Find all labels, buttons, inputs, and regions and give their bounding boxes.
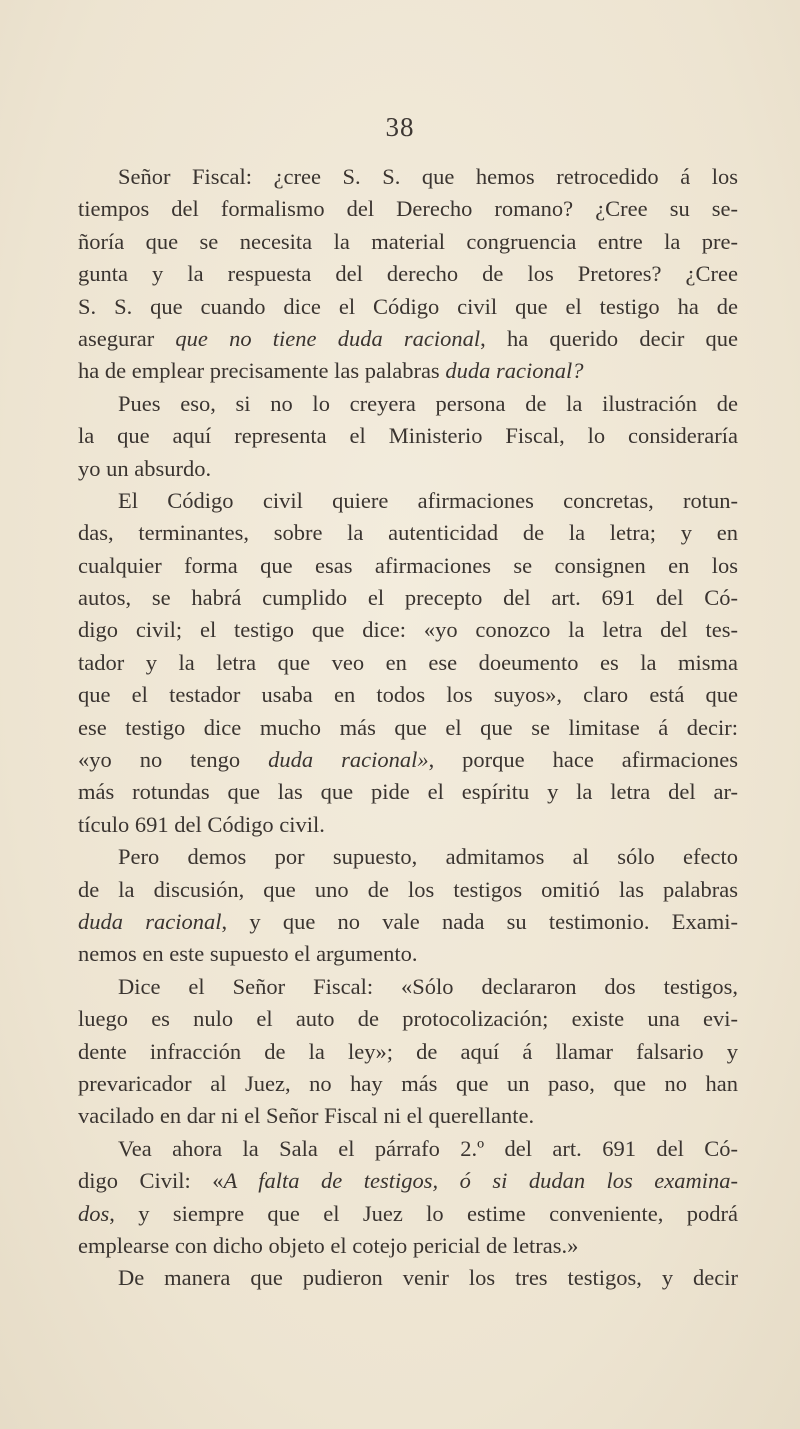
text-line	[78, 453, 738, 485]
text-line	[78, 550, 738, 582]
text-line	[78, 226, 738, 258]
text-run: «yo no tengo	[78, 747, 269, 773]
text-run: prevaricador al Juez, no hay más que un paso, que no han	[78, 1070, 738, 1096]
body-text	[78, 161, 738, 1295]
text-line	[78, 355, 738, 387]
text-run: Vea ahora la Sala el párrafo 2.º del art. 691 del Có-	[118, 1135, 738, 1161]
text-line	[78, 679, 738, 711]
text-run: De manera que pudieron venir los tres testigos, y decir	[118, 1265, 738, 1291]
italic-text: duda racional»	[268, 747, 429, 773]
text-line	[78, 1198, 738, 1230]
text-run: , porque hace afirmaciones	[428, 747, 738, 773]
text-run: nemos en este supuesto el argumento.	[78, 941, 418, 967]
text-run: ha de emplear precisamente las palabras	[78, 358, 446, 384]
text-run: la que aquí representa el Ministerio Fiscal, lo consideraría	[78, 423, 738, 449]
text-run: cualquier forma que esas afirmaciones se consignen en los	[78, 552, 738, 578]
text-line	[78, 517, 738, 549]
text-line	[78, 1003, 738, 1035]
italic-text: que no tiene duda racional	[175, 325, 481, 351]
text-line	[78, 485, 738, 517]
text-run: digo Civil: «	[78, 1168, 224, 1194]
italic-text: duda racional	[78, 908, 222, 934]
italic-text: dos	[78, 1200, 110, 1226]
text-run: ñoría que se necesita la material congruencia entre la pre-	[78, 228, 738, 254]
text-line	[78, 1262, 738, 1294]
text-line	[78, 582, 738, 614]
text-line	[78, 841, 738, 873]
text-run: Dice el Señor Fiscal: «Sólo declararon dos testigos,	[118, 973, 738, 999]
text-line	[78, 291, 738, 323]
text-line	[78, 1230, 738, 1262]
text-run: tador y la letra que veo en ese doeumento es la misma	[78, 649, 738, 675]
text-run: más rotundas que las que pide el espíritu y la letra del ar-	[78, 779, 738, 805]
text-run: vacilado en dar ni el Señor Fiscal ni el querellante.	[78, 1103, 535, 1129]
text-run: gunta y la respuesta del derecho de los Pretores? ¿Cree	[78, 261, 738, 287]
italic-text: duda racional?	[445, 358, 584, 384]
text-run: S. S. que cuando dice el Código civil que el testigo ha de	[78, 293, 738, 319]
text-line	[78, 1133, 738, 1165]
text-run: Pues eso, si no lo creyera persona de la ilustración de	[118, 390, 738, 416]
text-line	[78, 776, 738, 808]
text-run: autos, se habrá cumplido el precepto del art. 691 del Có-	[78, 585, 738, 611]
text-line	[78, 809, 738, 841]
text-run: tículo 691 del Código civil.	[78, 811, 325, 837]
text-line	[78, 323, 738, 355]
text-run: yo un absurdo.	[78, 455, 212, 481]
text-run: El Código civil quiere afirmaciones concretas, rotun-	[118, 487, 738, 513]
text-run: de la discusión, que uno de los testigos omitió las palabras	[78, 876, 738, 902]
text-line	[78, 614, 738, 646]
text-line	[78, 388, 738, 420]
text-line	[78, 744, 738, 776]
text-line	[78, 1100, 738, 1132]
text-line	[78, 712, 738, 744]
text-run: , ha querido decir que	[480, 325, 738, 351]
text-run: ese testigo dice mucho más que el que se limitase á decir:	[78, 714, 738, 740]
text-line	[78, 971, 738, 1003]
text-line	[78, 193, 738, 225]
text-run: que el testador usaba en todos los suyos», claro está que	[78, 682, 738, 708]
text-line	[78, 258, 738, 290]
text-run: emplearse con dicho objeto el cotejo pericial de letras.»	[78, 1232, 579, 1258]
text-run: Señor Fiscal: ¿cree S. S. que hemos retrocedido á los	[118, 164, 738, 189]
text-line	[78, 420, 738, 452]
text-line	[78, 906, 738, 938]
page-number: 38	[385, 112, 415, 142]
text-run: dente infracción de la ley»; de aquí á llamar falsario y	[78, 1038, 738, 1064]
text-run: , y que no vale nada su testimonio. Exami-	[221, 908, 738, 934]
text-run: Pero demos por supuesto, admitamos al sólo efecto	[118, 844, 738, 870]
text-run: digo civil; el testigo que dice: «yo conozco la letra del tes-	[78, 617, 738, 643]
text-line	[78, 1036, 738, 1068]
text-line	[78, 1165, 738, 1197]
text-run: , y siempre que el Juez lo estime conveniente, podrá	[109, 1200, 738, 1226]
text-line	[78, 647, 738, 679]
text-run: asegurar	[78, 325, 176, 351]
text-line	[78, 161, 738, 193]
text-line	[78, 1068, 738, 1100]
text-run: das, terminantes, sobre la autenticidad de la letra; y en	[78, 520, 738, 546]
text-run: tiempos del formalismo del Derecho romano? ¿Cree su se-	[78, 196, 738, 222]
text-line	[78, 874, 738, 906]
text-line	[78, 938, 738, 970]
text-run: luego es nulo el auto de protocolización; existe una evi-	[78, 1006, 738, 1032]
italic-text: A falta de testigos, ó si dudan los examina-	[223, 1168, 739, 1194]
